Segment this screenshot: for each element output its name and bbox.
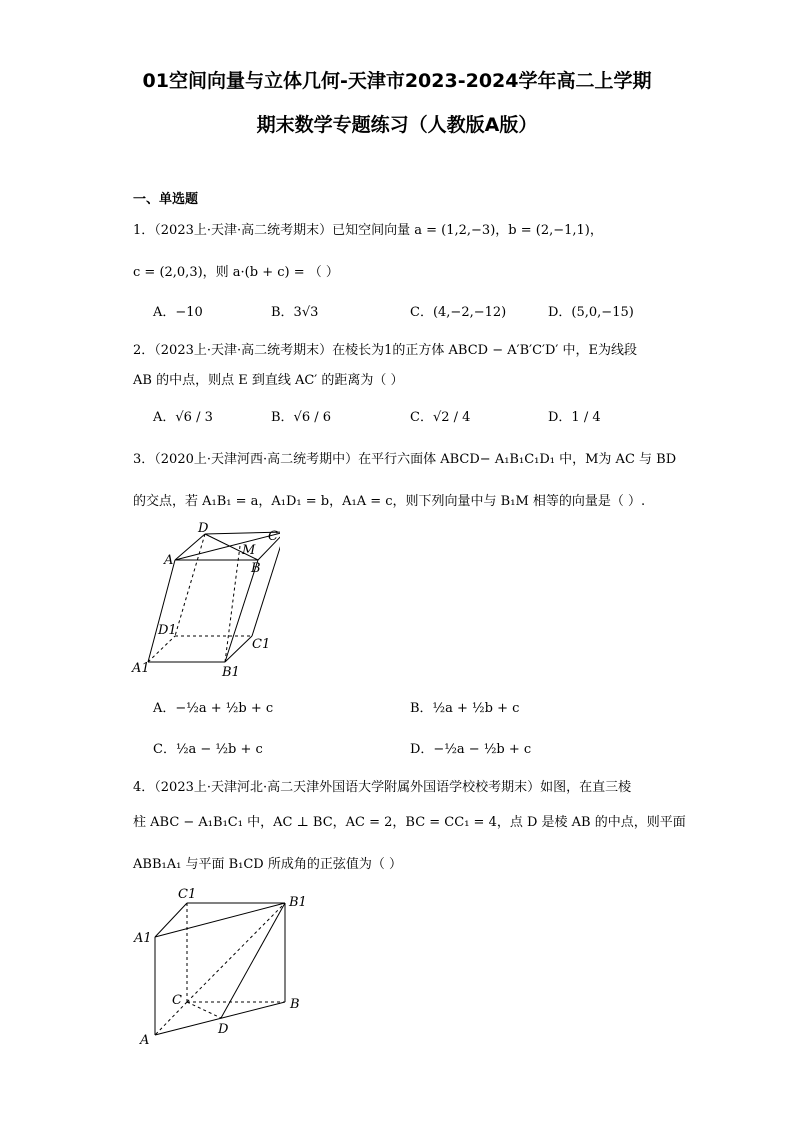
q3-option-a: A．−½a + ½b + c — [153, 701, 274, 716]
q4-stem-line1: 4．（2023上·天津河北·高二天津外国语大学附属外国语学校校考期末）如图，在直三棱 — [133, 780, 632, 795]
document-title-line2: 期末数学专题练习（人教版A版） — [256, 114, 538, 136]
q3-label-d1: D1 — [158, 623, 177, 638]
q1-option-a: A．−10 — [153, 305, 203, 320]
q3-parallelepiped-figure — [130, 520, 280, 680]
q3-label-m: M — [242, 543, 256, 558]
q4-label-c1: C1 — [178, 887, 197, 902]
q3-label-a1: A1 — [132, 661, 150, 676]
q4-prism-figure — [130, 880, 310, 1050]
q3-label-c1: C1 — [252, 637, 271, 652]
q1-option-b: B．3√3 — [271, 305, 319, 320]
q1-option-d: D．(5,0,−15) — [548, 305, 634, 320]
q1-stem-line2: c = (2,0,3)，则 a·(b + c) = （ ） — [133, 265, 339, 280]
q3-label-b: B — [251, 561, 261, 576]
q2-option-d: D．1 / 4 — [548, 410, 601, 425]
q4-label-c: C — [172, 993, 182, 1008]
q1-option-c: C．(4,−2,−12) — [410, 305, 507, 320]
document-title-line1: 01空间向量与立体几何-天津市2023-2024学年高二上学期 — [142, 70, 652, 92]
q2-stem-line2: AB 的中点，则点 E 到直线 AC′ 的距离为（ ） — [133, 373, 404, 388]
q3-label-d: D — [198, 521, 209, 536]
q2-option-b: B．√6 / 6 — [271, 410, 332, 425]
q2-option-a: A．√6 / 3 — [153, 410, 213, 425]
section-heading: 一、单选题 — [133, 192, 199, 207]
q4-label-a: A — [140, 1033, 150, 1048]
q3-stem-line2: 的交点，若 A₁B₁ = a，A₁D₁ = b，A₁A = c，则下列向量中与 B₁M 相等的向量是（ ）. — [133, 494, 646, 509]
q3-label-a: A — [164, 553, 174, 568]
q3-label-c: C — [268, 529, 278, 544]
q2-option-c: C．√2 / 4 — [410, 410, 471, 425]
q4-stem-line3: ABB₁A₁ 与平面 B₁CD 所成角的正弦值为（ ） — [133, 857, 402, 872]
q4-stem-line2: 柱 ABC − A₁B₁C₁ 中，AC ⊥ BC，AC = 2，BC = CC₁ = 4，点 D 是棱 AB 的中点，则平面 — [133, 815, 686, 830]
q4-label-b1: B1 — [289, 895, 307, 910]
q4-label-d: D — [218, 1022, 229, 1037]
q4-label-b: B — [290, 997, 300, 1012]
q4-label-a1: A1 — [134, 931, 152, 946]
q3-option-b: B．½a + ½b + c — [410, 701, 520, 716]
q2-stem-line1: 2．（2023上·天津·高二统考期末）在棱长为1的正方体 ABCD − A′B′C′D′ 中，E为线段 — [133, 343, 637, 358]
q3-option-c: C．½a − ½b + c — [153, 742, 263, 757]
q3-stem-line1: 3．（2020上·天津河西·高二统考期中）在平行六面体 ABCD− A₁B₁C₁D₁ 中，M为 AC 与 BD — [133, 452, 677, 467]
q3-label-b1: B1 — [222, 665, 240, 680]
q1-stem-line1: 1．（2023上·天津·高二统考期末）已知空间向量 a = (1,2,−3)，b = (2,−1,1)， — [133, 223, 603, 238]
q3-option-d: D．−½a − ½b + c — [410, 742, 532, 757]
